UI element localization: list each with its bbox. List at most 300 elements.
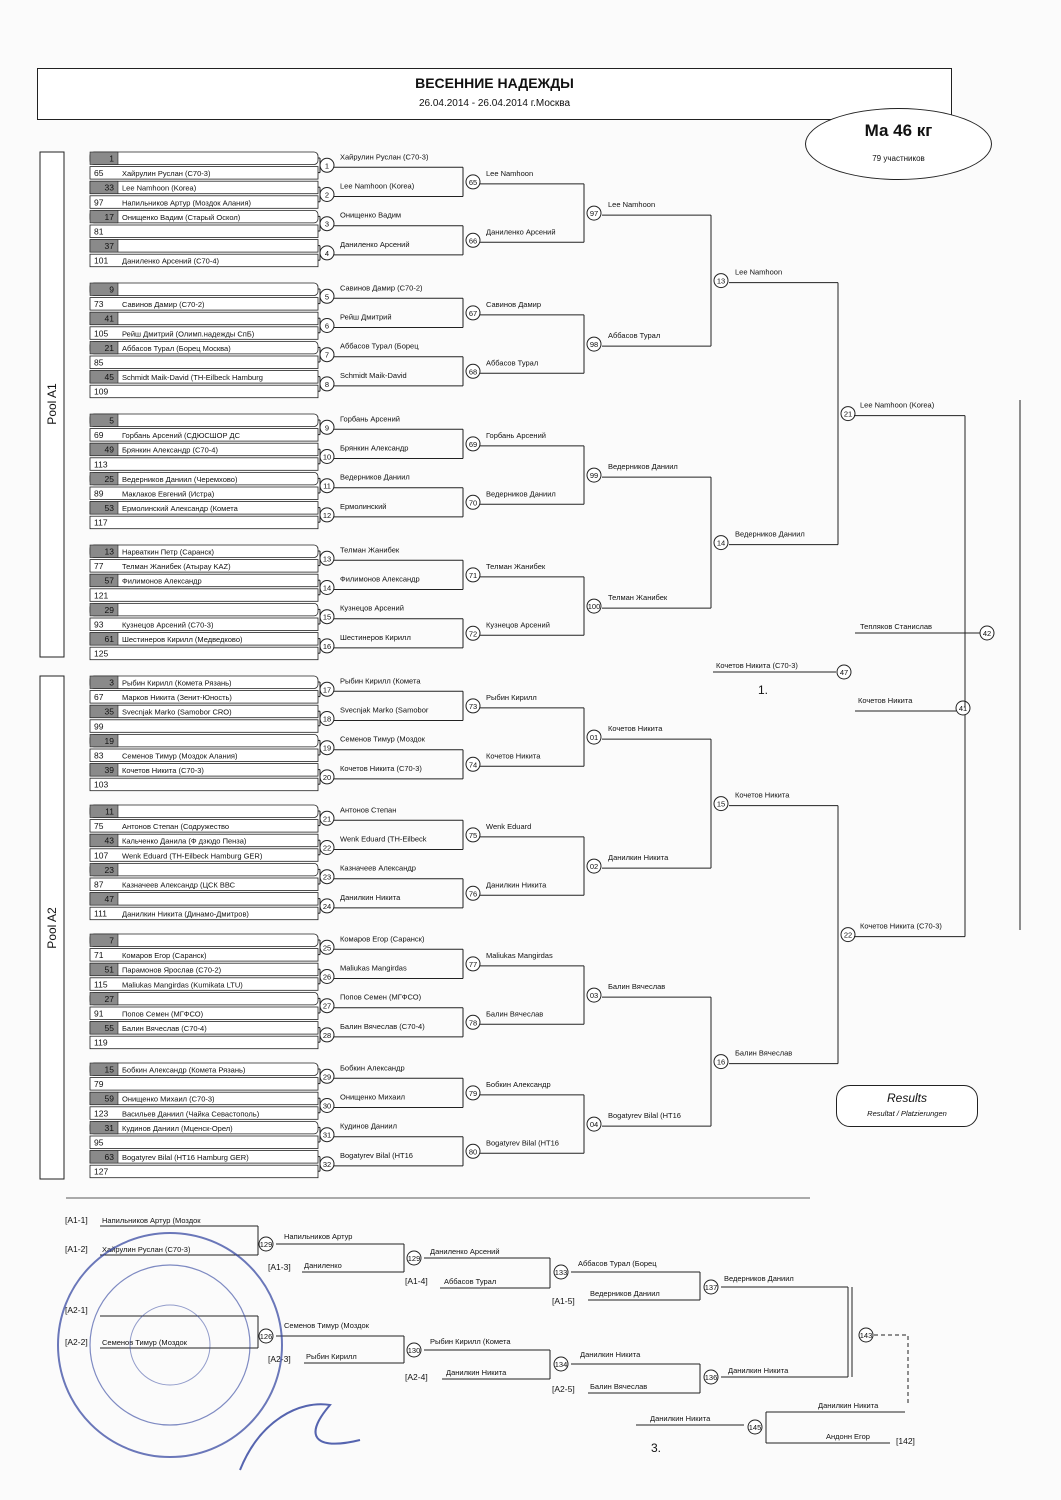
round4-match-number: 15 [716, 799, 726, 809]
entry-number: 115 [94, 979, 108, 990]
entry-name: Парамонов Ярослав (С70-2) [122, 965, 222, 975]
rep-ref: [A1-5] [552, 1296, 575, 1306]
entry-number: 35 [104, 706, 114, 717]
round2-match-number: 71 [468, 570, 478, 580]
entry-box [90, 385, 318, 398]
entry-name: Маклаков Евгений (Истра) [122, 489, 215, 499]
entry-number: 27 [104, 993, 114, 1004]
round1-winner: Даниленко Арсений [340, 239, 410, 249]
round2-winner: Данилкин Никита [486, 880, 547, 890]
rep-ref: [A1-3] [268, 1262, 291, 1272]
entry-box [90, 603, 318, 616]
round1-match-number: 16 [322, 641, 332, 651]
entry-number: 109 [94, 386, 109, 397]
entry-box [90, 934, 318, 947]
round1-winner: Антонов Степан [340, 805, 397, 815]
entry-box [90, 778, 318, 791]
round1-match-number: 10 [322, 452, 332, 462]
repechage-pool-ref: [A2-1] [65, 1305, 88, 1315]
repechage-entry: Семенов Тимур (Моздок [102, 1338, 187, 1347]
round1-winner: Балин Вячеслав (С70-4) [340, 1021, 425, 1031]
round2-winner: Кузнецов Арсений [486, 620, 550, 630]
entry-name: Ермолинский Александр (Комета [122, 504, 238, 514]
rep-name: Даниленко [304, 1261, 342, 1270]
entry-name: Телман Жанибек (Атырау KAZ) [122, 562, 231, 572]
round2-match-number: 79 [468, 1088, 478, 1098]
repechage-entry: Напильников Артур (Моздок [102, 1216, 201, 1225]
entry-number: 127 [94, 1166, 109, 1177]
round2-winner: Даниленко Арсений [486, 227, 556, 237]
round1-winner: Рейш Дмитрий [340, 312, 392, 322]
rep-r7-name: Данилкин Никита [728, 1366, 789, 1375]
round4-match-number: 14 [716, 538, 726, 548]
entry-number: 51 [104, 964, 114, 975]
round1-match-number: 17 [322, 685, 332, 695]
entry-number: 117 [94, 517, 108, 528]
entry-number: 95 [94, 1137, 104, 1148]
round2-match-number: 69 [468, 439, 478, 449]
entry-number: 69 [94, 430, 104, 441]
entry-number: 103 [94, 779, 109, 790]
entry-box [90, 414, 318, 427]
round2-match-number: 68 [468, 367, 478, 377]
final-left-number: 47 [839, 668, 849, 677]
entry-box [90, 589, 318, 602]
round1-winner: Телман Жанибек [340, 545, 400, 555]
bronze-ref: [142] [896, 1436, 915, 1446]
round3-match-number: 98 [589, 340, 599, 350]
entry-box [90, 992, 318, 1005]
final-winner: Тепляков Станислав [860, 622, 932, 631]
entry-number: 73 [94, 299, 104, 310]
entry-box [90, 458, 318, 471]
round3-winner: Ведерников Даниил [608, 462, 678, 472]
entry-number: 41 [104, 313, 114, 324]
round2-winner: Балин Вячеслав [486, 1009, 544, 1019]
entry-name: Онищенко Михаил (С70-3) [122, 1094, 215, 1104]
entry-name: Савинов Дамир (С70-2) [122, 300, 205, 310]
entry-name: Антонов Степан (Содружество [122, 822, 230, 832]
entry-name: Ведерников Даниил (Черемхово) [122, 474, 238, 484]
entry-number: 81 [94, 226, 104, 237]
entry-name: Даниленко Арсений (С70-4) [122, 256, 220, 266]
round2-match-number: 75 [468, 830, 478, 840]
round1-match-number: 4 [324, 248, 330, 258]
entry-box [90, 240, 318, 253]
entry-number: 47 [104, 894, 114, 905]
entry-number: 17 [104, 211, 114, 222]
round1-match-number: 32 [322, 1159, 332, 1169]
round1-winner: Комаров Егор (Саранск) [340, 934, 425, 944]
round2-winner: Lee Namhoon [486, 168, 534, 178]
entry-name: Рыбин Кирилл (Комета Рязань) [122, 678, 232, 688]
entry-name: Svecnjak Marko (Samobor CRO) [122, 707, 232, 717]
entry-name: Bogatyrev Bilal (HT16 Hamburg GER) [122, 1153, 249, 1163]
round1-match-number: 24 [322, 901, 332, 911]
entry-number: 33 [104, 182, 114, 193]
round1-winner: Онищенко Вадим [340, 210, 402, 220]
entry-number: 85 [94, 357, 104, 368]
rep-ref: [A2-3] [268, 1354, 291, 1364]
repechage-pool-ref: [A1-1] [65, 1215, 88, 1225]
round2-match-number: 80 [468, 1147, 478, 1157]
round2-winner: Maliukas Mangirdas [486, 950, 553, 960]
entry-box [90, 312, 318, 325]
round1-winner: Данилкин Никита [340, 892, 401, 902]
round4-winner: Кочетов Никита [735, 790, 790, 800]
entry-number: 61 [104, 634, 114, 645]
entry-number: 83 [94, 750, 104, 761]
round1-winner: Bogatyrev Bilal (HT16 [340, 1150, 413, 1160]
round2-winner: Телман Жанибек [486, 561, 546, 571]
round3-winner: Lee Namhoon [608, 200, 656, 210]
entry-box [90, 152, 318, 165]
round1-match-number: 18 [322, 714, 332, 724]
rep-ref: [A1-4] [405, 1276, 428, 1286]
rep-name: Рыбин Кирилл [306, 1352, 357, 1361]
round1-winner: Казначеев Александр [340, 863, 416, 873]
entry-number: 93 [94, 619, 104, 630]
entry-number: 91 [94, 1008, 104, 1019]
rep-r7-number: 136 [704, 1373, 718, 1382]
round3-winner: Балин Вячеслав [608, 982, 666, 992]
round3-match-number: 04 [589, 1120, 599, 1130]
entry-number: 87 [94, 879, 104, 890]
entry-number: 49 [104, 444, 114, 455]
round1-winner: Wenk Eduard (TH-Eilbeck [340, 834, 427, 844]
entry-box [90, 863, 318, 876]
entry-number: 37 [104, 241, 114, 252]
entry-name: Кальченко Данила (Ф дзюдо Пенза) [122, 836, 247, 846]
entry-box [90, 283, 318, 296]
entry-number: 121 [94, 590, 109, 601]
entry-name: Казначеев Александр (ЦСК ВВС [122, 880, 236, 890]
round1-winner: Хайрулин Руслан (С70-3) [340, 152, 429, 162]
round1-winner: Кудинов Даниил [340, 1121, 397, 1131]
round1-winner: Брянкин Александр [340, 443, 409, 453]
entry-name: Кочетов Никита (С70-3) [122, 766, 204, 776]
final-left-name: Кочетов Никита (С70-3) [716, 661, 798, 670]
entry-number: 5 [109, 415, 114, 426]
entry-name: Нарваткин Петр (Саранск) [122, 547, 214, 557]
entry-name: Васильев Даниил (Чайка Севастополь) [122, 1109, 260, 1119]
entry-box [90, 356, 318, 369]
final-loser: Кочетов Никита [858, 696, 913, 705]
round1-winner: Ермолинский [340, 501, 387, 511]
entry-number: 13 [104, 546, 114, 557]
entry-box [90, 893, 318, 906]
round1-winner: Савинов Дамир (С70-2) [340, 283, 423, 293]
entry-number: 63 [104, 1152, 114, 1163]
round1-winner: Попов Семен (МГФСО) [340, 992, 422, 1002]
entry-name: Онищенко Вадим (Старый Оскол) [122, 212, 241, 222]
round2-winner: Ведерников Даниил [486, 489, 556, 499]
round1-winner: Бобкин Александр [340, 1063, 405, 1073]
entry-number: 1 [109, 153, 114, 164]
rep-r3-number: 129 [407, 1254, 421, 1263]
dashed-connector [874, 1335, 908, 1405]
round1-winner: Семенов Тимур (Моздок [340, 734, 425, 744]
entry-number: 105 [94, 328, 109, 339]
results-subtitle: Resultat / Platzierungen [867, 1109, 947, 1118]
round1-match-number: 22 [322, 843, 332, 853]
entry-box [90, 1136, 318, 1149]
first-place-mark: 1. [757, 683, 769, 697]
round1-match-number: 27 [322, 1001, 332, 1011]
round1-winner: Ведерников Даниил [340, 472, 410, 482]
third-place-mark: 3. [650, 1441, 662, 1455]
repechage-pool-ref: [A2-2] [65, 1337, 88, 1347]
round5-winner: Кочетов Никита (С70-3) [860, 921, 942, 931]
entry-number: 111 [94, 908, 107, 919]
entry-number: 65 [94, 168, 104, 179]
entry-number: 19 [104, 735, 114, 746]
round1-match-number: 14 [322, 583, 332, 593]
entry-number: 99 [94, 721, 104, 732]
bronze-match-number: 145 [748, 1423, 762, 1432]
rep-r7-number: 137 [704, 1283, 718, 1292]
final-match-number: 41 [958, 704, 968, 713]
entry-number: 11 [105, 806, 114, 817]
round3-winner: Кочетов Никита [608, 724, 663, 734]
round1-winner: Аббасов Турал (Борец [340, 341, 419, 351]
rep-r1-number: 129 [259, 1240, 273, 1249]
round2-match-number: 73 [468, 701, 478, 711]
entry-name: Maliukas Mangirdas (Kumikata LTU) [122, 980, 243, 990]
round1-winner: Svecnjak Marko (Samobor [340, 705, 429, 715]
bronze-b-name: Андонн Егор [826, 1432, 870, 1441]
entry-box [90, 225, 318, 238]
entry-number: 89 [94, 488, 104, 499]
round4-winner: Ведерников Даниил [735, 529, 805, 539]
rep-r3-name: Даниленко Арсений [430, 1247, 500, 1256]
round1-match-number: 9 [324, 423, 330, 433]
round3-match-number: 99 [589, 471, 599, 481]
round1-match-number: 15 [322, 612, 332, 622]
round2-winner: Рыбин Кирилл [486, 692, 537, 702]
repechage-pool-ref: [A1-2] [65, 1244, 88, 1254]
rep-name: Данилкин Никита [446, 1368, 507, 1377]
entry-number: 97 [94, 197, 104, 208]
rep-r7-name: Ведерников Даниил [724, 1274, 794, 1283]
rep-r1-name: Семенов Тимур (Моздок [284, 1321, 369, 1330]
weight-class: Ма 46 кг [864, 121, 933, 140]
round1-match-number: 1 [324, 161, 330, 171]
entry-name: Марков Никита (Зенит-Юность) [122, 693, 232, 703]
entry-name: Брянкин Александр (С70-4) [122, 445, 218, 455]
entry-number: 23 [104, 864, 114, 875]
round1-match-number: 19 [322, 743, 332, 753]
round2-match-number: 74 [468, 760, 478, 770]
round1-match-number: 5 [324, 292, 330, 302]
round1-winner: Горбань Арсений [340, 414, 400, 424]
entry-number: 31 [104, 1122, 114, 1133]
round2-winner: Wenk Eduard [486, 821, 532, 831]
entry-number: 9 [109, 284, 114, 295]
entry-number: 125 [94, 648, 109, 659]
round1-match-number: 11 [323, 481, 331, 491]
round4-match-number: 16 [716, 1057, 726, 1067]
entry-name: Шестинеров Кирилл (Медведково) [122, 635, 243, 645]
round1-winner: Maliukas Mangirdas [340, 963, 407, 973]
round5-match-number: 21 [843, 409, 853, 419]
entry-number: 113 [94, 459, 108, 470]
entry-name: Напильников Артур (Моздок Алания) [122, 198, 252, 208]
round4-match-number: 13 [716, 276, 726, 286]
entry-number: 45 [104, 372, 114, 383]
rep-r5-number: 133 [554, 1268, 568, 1277]
pool-a2-label: Pool A2 [45, 907, 59, 949]
entry-box [90, 805, 318, 818]
round2-winner: Бобкин Александр [486, 1079, 551, 1089]
rep-name: Балин Вячеслав [590, 1382, 648, 1391]
round1-match-number: 2 [324, 190, 330, 200]
round1-match-number: 26 [322, 972, 332, 982]
entry-number: 77 [94, 561, 104, 572]
rep-r1-number: 126 [259, 1332, 273, 1341]
entry-name: Рейш Дмитрий (Олимп.надежды СпБ) [122, 329, 255, 339]
event-title: ВЕСЕННИЕ НАДЕЖДЫ [415, 75, 574, 91]
round2-match-number: 66 [468, 236, 478, 246]
round1-winner: Онищенко Михаил [340, 1092, 406, 1102]
entry-number: 39 [104, 765, 114, 776]
round5-winner: Lee Namhoon (Korea) [860, 400, 935, 410]
round3-winner: Аббасов Турал [608, 331, 661, 341]
round2-match-number: 70 [468, 498, 478, 508]
round3-match-number: 03 [589, 991, 599, 1001]
entry-number: 21 [104, 342, 114, 353]
round1-match-number: 30 [322, 1101, 332, 1111]
event-dates: 26.04.2014 - 26.04.2014 г.Москва [418, 98, 571, 109]
round1-winner: Кузнецов Арсений [340, 603, 404, 613]
round1-winner: Schmidt Maik-David [340, 370, 407, 380]
round2-match-number: 65 [468, 177, 478, 187]
round2-match-number: 77 [468, 959, 478, 969]
round3-match-number: 02 [589, 862, 599, 872]
round1-match-number: 6 [324, 321, 330, 331]
round1-match-number: 23 [322, 872, 332, 882]
round2-match-number: 67 [468, 308, 478, 318]
entry-number: 107 [94, 850, 109, 861]
entry-number: 29 [104, 604, 114, 615]
entry-number: 119 [94, 1037, 108, 1048]
round2-winner: Аббасов Турал [486, 358, 539, 368]
entry-number: 123 [94, 1108, 109, 1119]
round1-match-number: 12 [322, 510, 332, 520]
round1-match-number: 8 [324, 379, 330, 389]
entry-name: Wenk Eduard (TH-Eilbeck Hamburg GER) [122, 851, 263, 861]
round1-match-number: 20 [322, 772, 332, 782]
round1-match-number: 3 [324, 219, 330, 229]
entry-name: Schmidt Maik-David (TH-Eilbeck Hamburg [122, 373, 263, 383]
entry-number: 43 [104, 835, 114, 846]
entry-number: 67 [94, 692, 104, 703]
rep-name: Ведерников Даниил [590, 1289, 660, 1298]
round1-winner: Рыбин Кирилл (Комета [340, 676, 421, 686]
round4-winner: Балин Вячеслав [735, 1048, 793, 1058]
entry-number: 15 [104, 1064, 114, 1075]
entry-box [90, 720, 318, 733]
entry-number: 25 [104, 473, 114, 484]
round1-match-number: 25 [322, 943, 332, 953]
bronze-a-name: Данилкин Никита [650, 1414, 711, 1423]
rep-ref: [A2-5] [552, 1384, 575, 1394]
rep-name: Аббасов Турал [444, 1277, 497, 1286]
entry-name: Кузнецов Арсений (С70-3) [122, 620, 214, 630]
entry-box [90, 1165, 318, 1178]
entry-number: 75 [94, 821, 104, 832]
entry-number: 7 [109, 935, 114, 946]
pool-a1-label: Pool A1 [45, 383, 59, 425]
repechage-entry: Хайрулин Руслан (С70-3) [102, 1245, 191, 1254]
round3-winner: Bogatyrev Bilal (HT16 [608, 1111, 681, 1121]
entry-number: 101 [94, 255, 109, 266]
entry-name: Lee Namhoon (Korea) [122, 183, 197, 193]
rep-r5-name: Данилкин Никита [580, 1350, 641, 1359]
entry-number: 59 [104, 1093, 114, 1104]
entry-name: Данилкин Никита (Динамо-Дмитров) [122, 909, 249, 919]
rep-ref: [A2-4] [405, 1372, 428, 1382]
entry-name: Комаров Егор (Саранск) [122, 951, 207, 961]
rep-r5-number: 134 [554, 1360, 568, 1369]
round1-match-number: 28 [322, 1030, 332, 1040]
round1-winner: Шестинеров Кирилл [340, 632, 411, 642]
round3-winner: Телман Жанибек [608, 593, 668, 603]
rep-match-143: 143 [859, 1331, 873, 1340]
entry-name: Бобкин Александр (Комета Рязань) [122, 1065, 246, 1075]
round2-winner: Кочетов Никита [486, 751, 541, 761]
entry-name: Попов Семен (МГФСО) [122, 1009, 204, 1019]
entry-box [90, 647, 318, 660]
round4-winner: Lee Namhoon [735, 267, 783, 277]
entry-box [90, 1036, 318, 1049]
round2-match-number: 72 [468, 629, 478, 639]
round2-match-number: 76 [468, 889, 478, 899]
bronze-top-name: Данилкин Никита [818, 1401, 879, 1410]
round3-winner: Данилкин Никита [608, 853, 669, 863]
entry-name: Семенов Тимур (Моздок Алания) [122, 751, 238, 761]
entry-number: 55 [104, 1023, 114, 1034]
entry-box [90, 516, 318, 529]
round1-match-number: 31 [322, 1130, 332, 1140]
participant-count: 79 участников [872, 154, 925, 163]
entry-name: Аббасов Турал (Борец Москва) [122, 343, 231, 353]
round2-winner: Bogatyrev Bilal (HT16 [486, 1138, 559, 1148]
rep-r3-name: Рыбин Кирилл (Комета [430, 1337, 511, 1346]
round1-match-number: 7 [324, 350, 330, 360]
entry-number: 79 [94, 1079, 104, 1090]
entry-name: Балин Вячеслав (С70-4) [122, 1024, 207, 1034]
round5-match-number: 22 [843, 930, 853, 940]
round1-match-number: 13 [322, 554, 332, 564]
entry-number: 3 [109, 677, 114, 688]
round2-winner: Савинов Дамир [486, 299, 541, 309]
rep-r5-name: Аббасов Турал (Борец [578, 1259, 657, 1268]
results-title: Results [886, 1091, 927, 1105]
round3-match-number: 97 [589, 209, 599, 219]
entry-number: 53 [104, 503, 114, 514]
round2-match-number: 78 [468, 1018, 478, 1028]
round1-winner: Кочетов Никита (С70-3) [340, 763, 422, 773]
round3-match-number: 100 [587, 602, 601, 612]
rep-r3-number: 130 [407, 1346, 421, 1355]
entry-number: 57 [104, 575, 114, 586]
entry-box [90, 1078, 318, 1091]
entry-number: 71 [94, 950, 104, 961]
round3-match-number: 01 [589, 733, 599, 743]
entry-box [90, 734, 318, 747]
round1-match-number: 21 [322, 814, 332, 824]
